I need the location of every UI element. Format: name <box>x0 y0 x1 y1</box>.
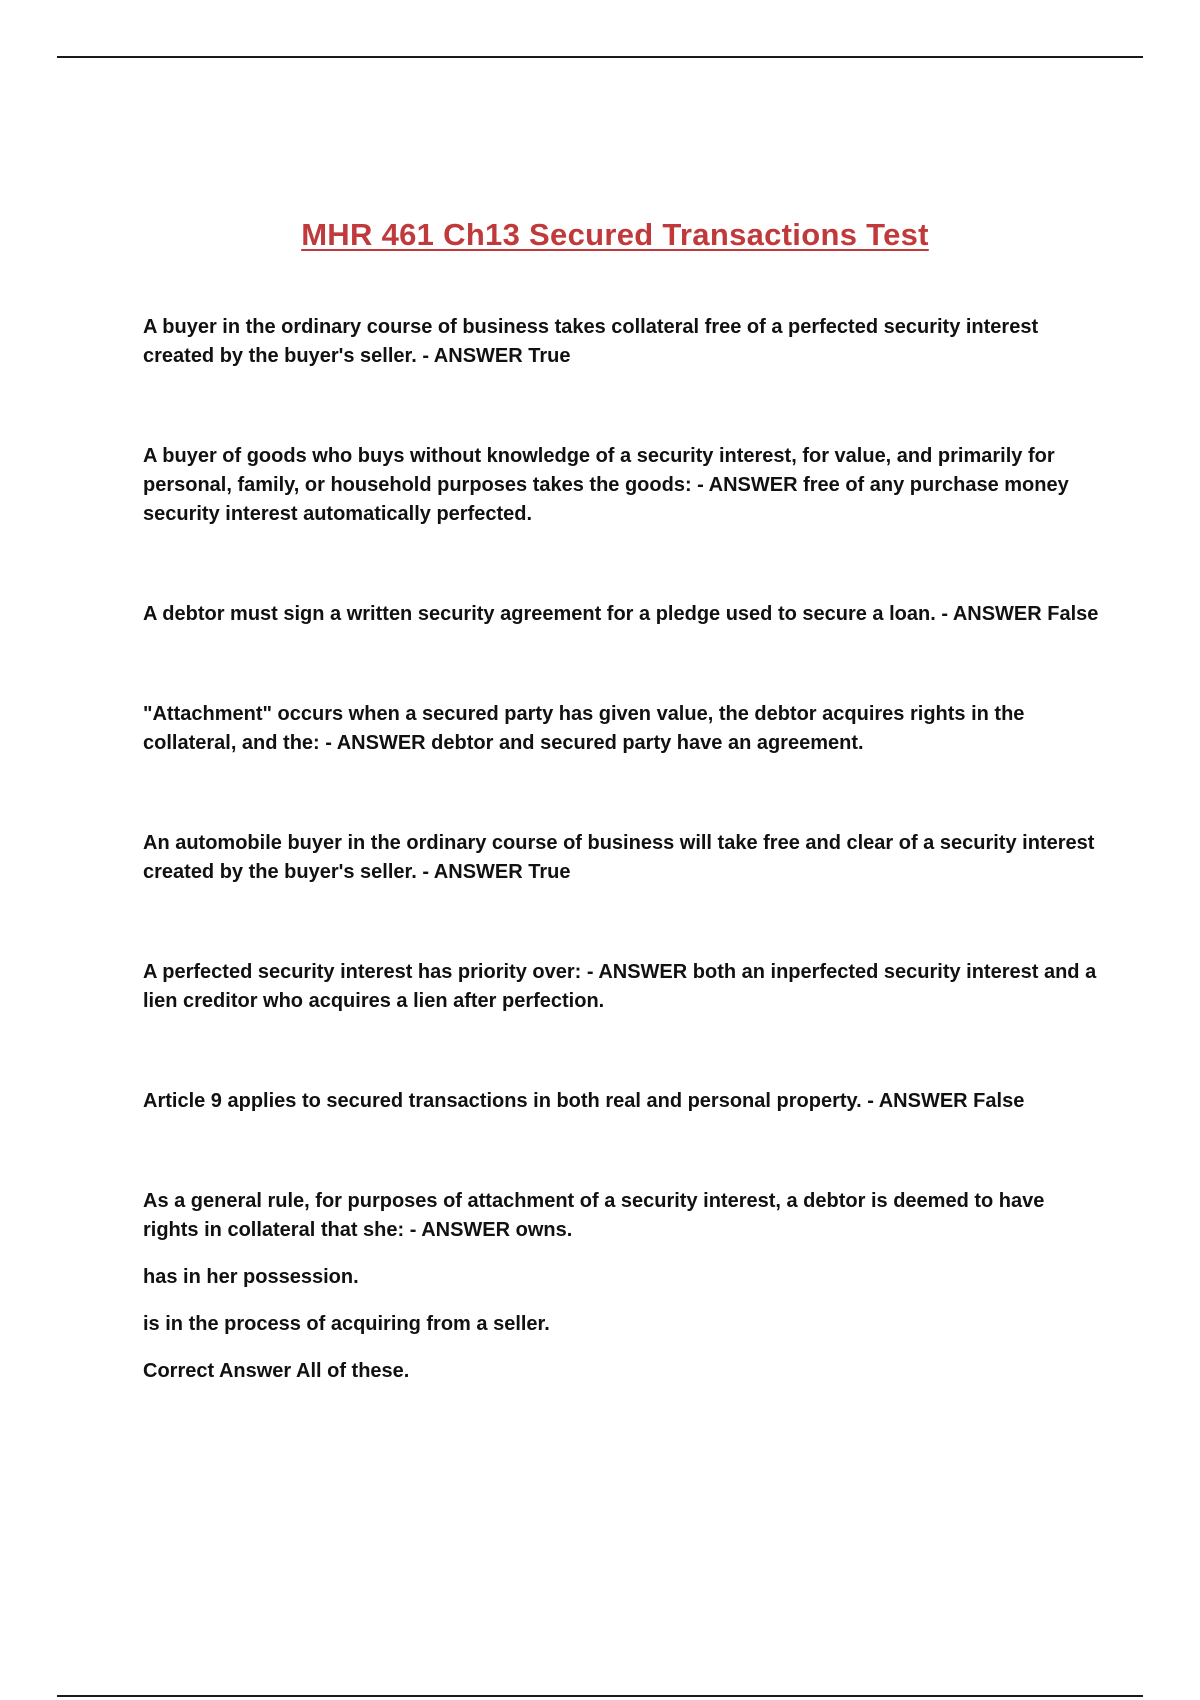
question-item: A debtor must sign a written security agreement for a pledge used to secure a loan. - ANSWER False <box>143 603 1099 625</box>
question-item: A buyer in the ordinary course of business takes collateral free of a perfected security interest created by the buyer's seller. - ANSWER True <box>143 316 1039 367</box>
page-title: MHR 461 Ch13 Secured Transactions Test <box>301 216 929 252</box>
question-item: A buyer of goods who buys without knowledge of a security interest, for value, and primarily for personal, family, or household purposes takes the goods: - ANSWER free of any purchase money security interest automatically perfected. <box>143 445 1069 525</box>
question-item: An automobile buyer in the ordinary course of business will take free and clear of a security interest created by the buyer's seller. - ANSWER True <box>143 832 1095 883</box>
correct-answer-line: Correct Answer All of these. <box>143 1360 410 1382</box>
question-item: A perfected security interest has priority over: - ANSWER both an inperfected security interest and a lien creditor who acquires a lien after perfection. <box>143 961 1097 1012</box>
question-list <box>143 313 1103 1386</box>
question-item: As a general rule, for purposes of attachment of a security interest, a debtor is deemed to have rights in collateral that she: - ANSWER owns. <box>143 1190 1045 1241</box>
top-divider <box>57 56 1143 58</box>
answer-option-line: is in the process of acquiring from a seller. <box>143 1313 550 1335</box>
answer-option-line: has in her possession. <box>143 1266 359 1288</box>
bottom-divider <box>57 1695 1143 1697</box>
question-item: "Attachment" occurs when a secured party has given value, the debtor acquires rights in the collateral, and the: - ANSWER debtor and secured party have an agreement. <box>143 703 1025 754</box>
question-item: Article 9 applies to secured transactions in both real and personal property. - ANSWER False <box>143 1090 1025 1112</box>
